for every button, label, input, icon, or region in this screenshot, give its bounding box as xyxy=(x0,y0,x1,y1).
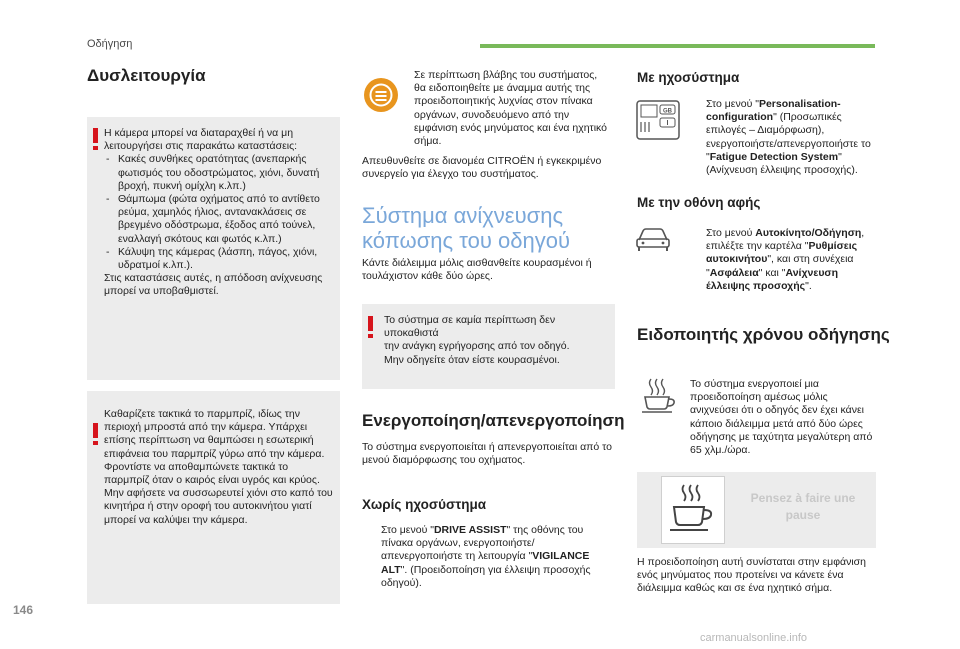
warning-box-windscreen xyxy=(87,391,340,604)
text-fragment: ", και στη συνέχεια " xyxy=(706,253,854,279)
text-fragment: Στο μενού " xyxy=(381,524,434,536)
vigilance-line-2: την ανάγκη εγρήγορσης από τον οδηγό. xyxy=(384,340,570,353)
display-footer-text: Η προειδοποίηση αυτή συνίσταται στην εμφάνιση ενός μηνύματος που προτείνει να κάνετε ένα διάλειμμα καθώς και σε ένα ηχητικό σήμα. xyxy=(637,556,866,595)
option-vigilance-alt: VIGILANCE ALT xyxy=(381,550,590,576)
display-coffee-panel xyxy=(661,476,725,544)
camera-outro-text: Στις καταστάσεις αυτές, η απόδοση ανίχνευσης μπορεί να υποβαθμιστεί. xyxy=(104,272,323,298)
subtitle-without-audio: Χωρίς ηχοσύστημα xyxy=(362,497,487,512)
dealer-text: Απευθυνθείτε σε διανομέα CITROËN ή εγκεκριμένο συνεργείο για έλεγχο του συστήματος. xyxy=(362,155,602,181)
windscreen-text: Καθαρίζετε τακτικά το παρμπρίζ, ιδίως την περιοχή μπροστά από την κάμερα. Υπάρχει επίσης περίπτωση να θαμπώσει η εσωτερική επιφάνεια του παρμπρίζ γύρω από την κάμερα. Φροντίστε να αποθαμπώνετε τακτικά το παρμπρίζ όταν ο καιρός είναι υγρός και κρύος. Μην αφήσετε να συσσωρευτεί χιόνι στο καπό του κινητήρα ή στην οροφή του αυτοκινήτου γιατί μπορεί να καλύψει την κάμερα. xyxy=(104,408,333,526)
svg-text:GB: GB xyxy=(663,108,672,115)
vigilance-line-3: Μην οδηγείτε όταν είστε κουρασμένοι. xyxy=(384,353,560,366)
section-title-fatigue-line2: κόπωσης του οδηγού xyxy=(362,228,570,253)
warning-mark-icon xyxy=(368,316,373,331)
list-item: - Κακές συνθήκες ορατότητας (ανεπαρκής φωτισμός του οδοστρώματος, χιόνι, δυνατή βροχή, πυκνή ομίχλη κ.λπ.) xyxy=(104,153,334,193)
camera-intro-text: Η κάμερα μπορεί να διαταραχθεί ή να μη λειτουργήσει στις παρακάτω καταστάσεις: xyxy=(104,127,298,153)
display-message: Pensez à faire une pause xyxy=(750,491,856,522)
touch-instruction xyxy=(706,227,876,293)
section-title-activation: Ενεργοποίηση/απενεργοποίηση xyxy=(362,411,625,430)
category-safety: Ασφάλεια xyxy=(709,266,759,279)
section-title-driving-time: Ειδοποιητής χρόνου οδήγησης xyxy=(637,325,890,344)
menu-name-drive-assist: DRIVE ASSIST xyxy=(433,524,507,536)
text-fragment: " της οθόνης του πίνακα οργάνων, ενεργοποιήστε/απενεργοποιήστε τη λειτουργία " xyxy=(381,524,584,563)
driving-time-text: Το σύστημα ενεργοποιεί μια προειδοποίηση αμέσως μόλις ανιχνεύσει ότι ο οδηγός δεν έχει κάνει κάποιο διάλειμμα μετά από δύο ώρες οδήγησης με ταχύτητα μεγαλύτερη από 65 χλμ./ώρα. xyxy=(690,378,873,457)
without-audio-instruction xyxy=(381,524,615,590)
section-color-bar xyxy=(480,44,875,48)
activation-text: Το σύστημα ενεργοποιείται ή απενεργοποιείται από το μενού διαμόρφωσης του οχήματος. xyxy=(362,441,612,467)
audio-system-icon xyxy=(636,100,680,140)
warning-mark-icon xyxy=(93,128,98,143)
list-item: - Θάμπωμα (φώτα οχήματος από το αντίθετο ρεύμα, χαμηλός ήλιος, αντανακλάσεις σε βρεγμένο οδόστρωμα, έξοδος από τούνελ, εναλλαγή σκότους και φωτός κ.λπ.) xyxy=(104,193,334,246)
rest-advice-text: Κάντε διάλειμμα μόλις αισθανθείτε κουρασμένοι ή τουλάχιστον κάθε δύο ώρες. xyxy=(362,257,592,283)
fault-text: Σε περίπτωση βλάβης του συστήματος, θα ειδοποιηθείτε με άναμμα αυτής της προειδοποιητικής λυχνίας στον πίνακα οργάνων, συνοδευόμενο από την εμφάνιση ενός μηνύματος και ένα ηχητικό σήμα. xyxy=(414,69,607,148)
page-number: 146 xyxy=(13,603,34,617)
vigilance-line-1: Το σύστημα σε καμία περίπτωση δεν υποκαθιστά xyxy=(384,314,556,340)
section-title-malfunction: Δυσλειτουργία xyxy=(87,66,206,85)
subtitle-touch-screen: Με την οθόνη αφής xyxy=(637,195,761,210)
driver-attention-warning-lamp-icon xyxy=(364,78,398,112)
car-icon xyxy=(634,226,672,252)
display-illustration xyxy=(637,472,876,548)
text-fragment: " (Ανίχνευση έλλειψης προσοχής). xyxy=(706,150,858,177)
section-title-fatigue-line1: Σύστημα ανίχνευσης xyxy=(362,203,564,228)
text-fragment: " και " xyxy=(758,266,786,279)
text-fragment: , επιλέξτε την καρτέλα " xyxy=(706,227,865,253)
option-fatigue-detection: Fatigue Detection System xyxy=(709,150,839,163)
warning-box-vigilance xyxy=(362,304,615,389)
text-fragment: Στο μενού xyxy=(706,227,756,239)
menu-name-vehicle-driving: Αυτοκίνητο/Οδήγηση xyxy=(755,227,862,239)
coffee-cup-icon xyxy=(662,477,724,543)
list-item: - Κάλυψη της κάμερας (λάσπη, πάγος, χιόνι, υδρατμοί κ.λπ.). xyxy=(104,246,334,272)
text-fragment: ". (Προειδοποίηση για έλλειψη προσοχής οδηγού). xyxy=(381,563,591,589)
running-title: Οδήγηση xyxy=(87,38,133,50)
section-title-fatigue xyxy=(362,203,570,253)
coffee-cup-icon xyxy=(639,378,679,414)
menu-name-personalisation: Personalisation-configuration xyxy=(706,98,841,124)
text-fragment: ". xyxy=(805,279,812,292)
option-attention-detection: Ανίχνευση έλλειψης προσοχής xyxy=(706,266,839,292)
audio-instruction xyxy=(706,98,874,177)
warning-box-camera xyxy=(87,117,340,380)
watermark: carmanualsonline.info xyxy=(700,632,808,644)
tab-vehicle-settings: Ρυθμίσεις αυτοκινήτου xyxy=(706,240,858,266)
text-fragment: " (Προσωπικές επιλογές – Διαμόρφωση), ενεργοποιήστε/απενεργοποιήστε το " xyxy=(706,111,871,163)
text-fragment: Στο μενού " xyxy=(706,98,759,110)
warning-mark-icon xyxy=(93,423,98,438)
subtitle-with-audio: Με ηχοσύστημα xyxy=(637,70,740,85)
